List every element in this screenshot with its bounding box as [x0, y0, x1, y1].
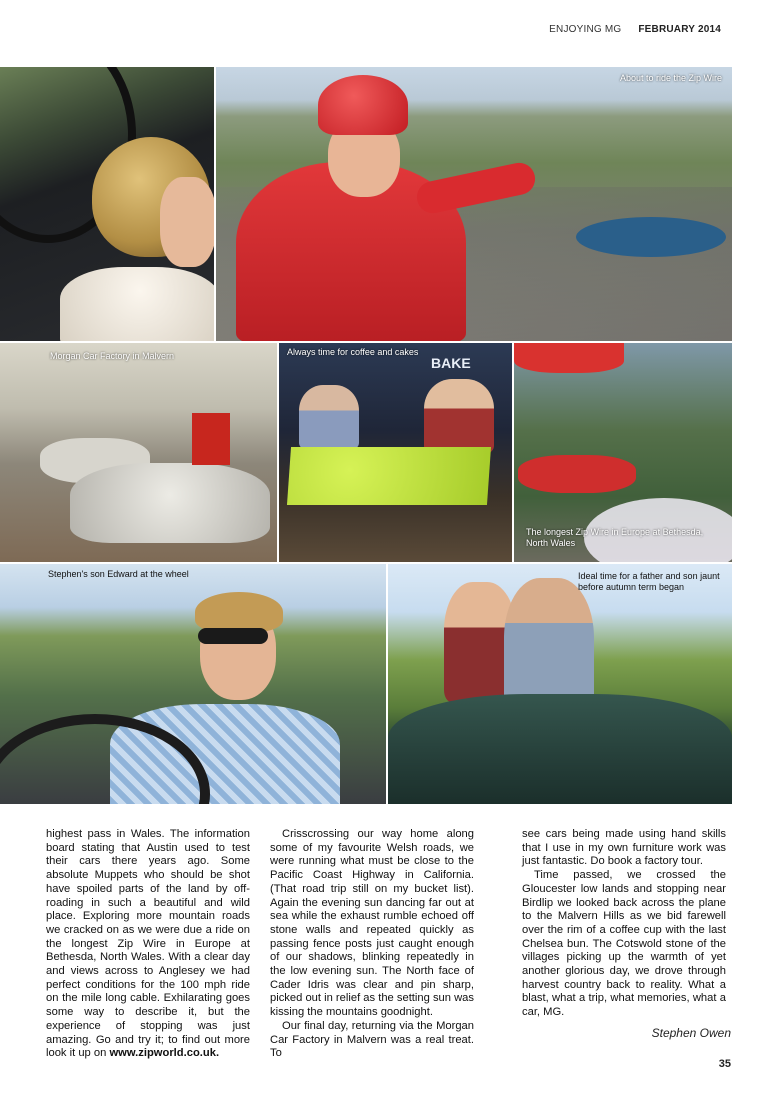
- photo-morgan-factory: [0, 343, 277, 562]
- caption-longest-zip-wire: The longest Zip Wire in Europe at Bethesda, North Wales: [526, 527, 704, 548]
- section-title: ENJOYING MG: [549, 24, 622, 35]
- zipworld-link[interactable]: www.zipworld.co.uk.: [109, 1047, 220, 1060]
- photo-coffee-cakes: [279, 343, 512, 562]
- caption-morgan-factory: Morgan Car Factory in Malvern: [50, 351, 175, 361]
- column-2-paragraph-2: Our final day, returning via the Morgan Car Factory in Malvern was a real treat. To: [270, 1019, 474, 1060]
- caption-edward: Stephen's son Edward at the wheel: [48, 569, 189, 579]
- photo-zip-wire-flying: [514, 343, 732, 562]
- photo-edward-at-wheel: [0, 564, 386, 804]
- photo-driver-profile: [0, 67, 214, 341]
- author-byline: Stephen Owen: [651, 1026, 731, 1040]
- text-column-1: [46, 828, 250, 1061]
- text-column-3: [522, 828, 726, 1020]
- photo-father-and-son: [388, 564, 732, 804]
- running-header: [549, 24, 721, 35]
- column-2-paragraph-1: Crisscrossing our way home along some of my favourite Welsh roads, we were running what must be close to the Pacific Coast Highway in California. (That road trip still on my bucket list). Again the evening sun dancing far out at sea while the exhaust rumble echoed off stone walls and repeated quickly as passing fence posts just caught enough of our shadows, blinking repeatedly in the low evening sun. The North face of Cader Idris was clear and pin sharp, picked out in relief as the setting sun was kissing the mountains goodnight.: [270, 828, 474, 1019]
- page-number: 35: [718, 1058, 731, 1070]
- issue-date: FEBRUARY 2014: [638, 24, 721, 35]
- caption-zip-wire: About to ride the Zip Wire: [619, 73, 722, 83]
- column-1-text: highest pass in Wales. The information board stating that Austin used to test their cars there years ago. Some absolute Muppets who should be shot have spoiled parts of the land by off-roading in such a beautiful and wild place. Exploring more mountain roads we cracked on as we were due a ride on the longest Zip Wire in Europe at Bethesda, North Wales. With a clear day and views across to Anglesey we had perfect conditions for the 100 mph ride on the mile long cable. Exhilarating goes some way to describe it, but the experience of stopping was just amazing. Go and try it; to find out more look it up on: [46, 828, 250, 1060]
- photo-zip-wire-view: [216, 67, 732, 341]
- text-column-2: [270, 828, 474, 1061]
- bake-sign: BAKE: [431, 355, 471, 371]
- column-3-paragraph-1: see cars being made using hand skills that I use in my own furniture work was just fantastic. Do book a factory tour.: [522, 828, 726, 868]
- caption-father-son: Ideal time for a father and son jaunt before autumn term began: [578, 571, 720, 592]
- column-3-paragraph-2: Time passed, we crossed the Gloucester low lands and stopping near Birdlip we looked back across the plane to the Malvern Hills as we bid farewell over the rim of a coffee cup with the last Chelsea bun. The Cotswold stone of the villages picking up the warmth of yet another glorious day, we drove through harvest country back to reality. What a blast, what a trip, what memories, what a car, MG.: [522, 869, 726, 1019]
- caption-coffee: Always time for coffee and cakes: [287, 347, 419, 357]
